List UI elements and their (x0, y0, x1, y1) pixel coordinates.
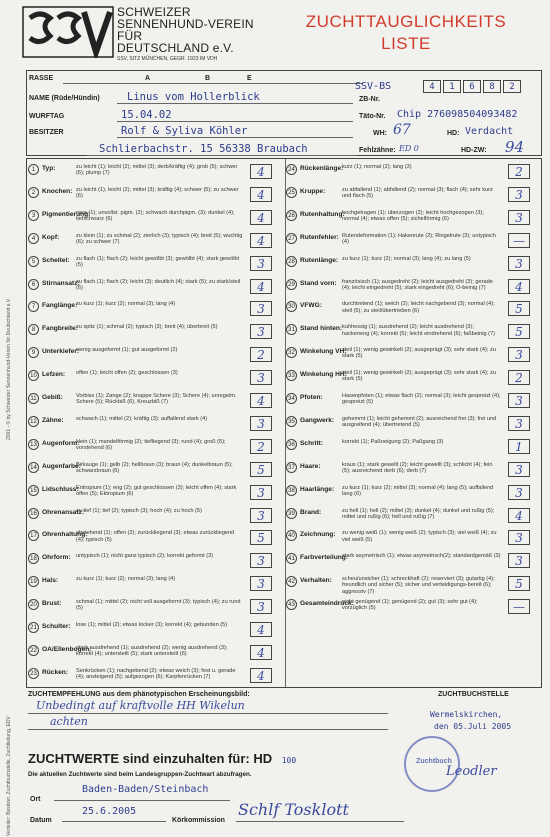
criterion-name: Scheitel: (42, 256, 70, 264)
criterion-name: Brust: (42, 600, 62, 608)
criterion-row (286, 278, 540, 300)
criterion-row (286, 507, 540, 529)
criterion-row (28, 346, 282, 368)
criterion-row (28, 484, 282, 506)
criterion-description: zu spitz (1); schmal (2); typisch (3); breit (4); überbreit (5) (76, 324, 218, 331)
wh-label: WH: (373, 130, 387, 137)
criterion-score[interactable]: 3 (508, 553, 530, 568)
criterion-score[interactable]: 3 (508, 485, 530, 500)
criterion-number: 2 (28, 187, 39, 198)
name-value[interactable]: Linus vom Hollerblick (127, 91, 260, 103)
hd-label: HD: (447, 130, 460, 137)
criterion-row (286, 461, 540, 483)
criterion-description: offen (1); leicht offen (2); geschlossen (3) (76, 370, 178, 377)
criterion-score[interactable]: 2 (250, 347, 272, 362)
taeto-label: Täto-Nr. (359, 113, 386, 120)
criterion-number: 38 (286, 485, 297, 496)
criterion-description: Vorbiss (1); Zange (2); knappe Schere (3); Schere (4); unregelm. Schere (5); Rückbiß (6), Kreuzbiß (7) (76, 393, 237, 406)
criterion-number: 10 (28, 370, 39, 381)
criterion-number: 32 (286, 347, 297, 358)
criterion-score[interactable]: 3 (508, 416, 530, 431)
criterion-description: französisch (1); ausgedreht (2); leicht ausgedreht (3); gerade (4); leicht eingedreht (5); stark eingedreht (6); O-beinig (7) (342, 278, 493, 291)
criterion-row (286, 598, 540, 620)
criterion-name: Gangwerk: (300, 416, 335, 424)
criterion-name: Schritt: (300, 439, 324, 447)
criterion-description: Hasenpfoten (1); etwas flach (2); normal (3); leicht gespreizt (4); gespreizt (5) (342, 393, 501, 406)
criterion-description: zu wenig weiß (1); wenig weiß (2); typisch (3); viel weiß (4); zu viel weiß (5) (342, 530, 497, 543)
criterion-description: steil (1); wenig gewinkelt (2); ausgeprägt (3); sehr stark (4); zu stark (5) (342, 370, 496, 383)
criterion-number: 25 (286, 187, 297, 198)
ssv-code-value[interactable]: SSV-BS (355, 81, 392, 92)
criterion-description: zu klein (1); zu schmal (2); zierlich (3); typisch (4); breit (5); wuchtig (6); zu schwer (7) (76, 232, 243, 245)
criterion-name: Zeichnung: (300, 531, 336, 539)
criterion-number: 24 (286, 164, 297, 175)
org-line-4: DEUTSCHLAND e.V. (117, 41, 234, 55)
datum-label: Datum (30, 817, 52, 824)
criterion-name: Schulter: (42, 623, 71, 630)
criterion-number: 9 (28, 347, 39, 358)
hdzw-value[interactable]: 94 (505, 138, 525, 156)
recommendation-label: ZUCHTEMPFEHLUNG aus dem phänotypischen Erscheinungsbild: (28, 691, 250, 698)
criterion-description: zu leicht (1); leicht (2); mittel (3); derb/kräftig (4); grob (5); schwer (6); plump (7) (76, 164, 238, 177)
org-line-1: SCHWEIZER (117, 5, 191, 19)
criterion-name: Knochen: (42, 187, 73, 195)
criterion-name: Rutenhaltung: (300, 210, 345, 218)
wh-value[interactable]: 67 (393, 122, 411, 138)
criterion-description: korrekt (1); Paßneigung (2); Paßgang (3) (342, 438, 444, 445)
zbnr-digit-4[interactable]: 8 (483, 80, 501, 93)
criterion-row (28, 323, 282, 345)
criterion-score[interactable]: — (508, 599, 530, 614)
criterion-row (28, 415, 282, 437)
org-line-3: FÜR (117, 29, 143, 43)
criterion-name: Kopf: (42, 233, 60, 241)
criterion-number: 4 (28, 233, 39, 244)
criterion-description: zu leicht (1); leicht (2); mittel (3); kräftig (4); schwer (5); zu schwer (6) (76, 186, 239, 200)
criterion-score[interactable]: 5 (508, 576, 530, 591)
criterion-score[interactable]: 3 (250, 416, 272, 431)
criterion-score[interactable]: 4 (250, 668, 272, 683)
zuchtwerte-subtitle: Die aktuellen Zuchtwerte sind beim Landesgruppen-Zuchtwart abzufragen. (28, 771, 252, 778)
criterion-name: Rückenlänge: (300, 165, 344, 172)
criterion-score[interactable]: 5 (508, 301, 530, 316)
criterion-score[interactable]: 4 (508, 279, 530, 294)
criterion-score[interactable]: 4 (250, 393, 272, 408)
criterion-name: Winkelung HH: (300, 371, 347, 379)
criterion-score[interactable]: 4 (250, 622, 272, 637)
criterion-description: Birkauge (1); gelb (2); hellbraun (3); braun (4); dunkelbraun (5); schwarzbraun (6) (76, 461, 233, 474)
criterion-row (286, 529, 540, 551)
criterion-row (286, 415, 540, 437)
organization-name (117, 6, 267, 62)
criterion-description: zu tief (1); tief (2); typisch (3); hoch (4); zu hoch (5) (76, 507, 202, 514)
zbnr-digit-5[interactable]: 2 (503, 80, 521, 93)
criterion-row (286, 575, 540, 597)
criterion-name: Rutenfehler: (300, 233, 339, 241)
criterion-number: 28 (286, 256, 297, 267)
criterion-number: 17 (28, 530, 39, 541)
criterion-number: 31 (286, 324, 297, 335)
datum-value[interactable]: 25.6.2005 (82, 806, 137, 817)
criterion-number: 37 (286, 462, 297, 473)
criterion-row (28, 575, 282, 597)
criterion-description: Rutendeformation (1); Hakenrute (2); Ringelrute (3); untypisch (4) (342, 232, 496, 245)
criterion-row (28, 278, 282, 300)
zbnr-digit-2[interactable]: 1 (443, 80, 461, 93)
criterion-score[interactable]: 2 (508, 370, 530, 385)
criterion-name: Rücken: (42, 668, 69, 676)
criterion-score[interactable]: 4 (250, 233, 272, 248)
rasse-mark-a: A (145, 75, 151, 82)
criterion-description: durchtretend (1); weich (2); leicht nachgebend (3); normal (4); steil (5); zu steil/übertrieben (6) (342, 301, 495, 314)
koermeister-label: Körkommission (172, 817, 225, 824)
criterion-name: Stand hinten: (300, 325, 343, 333)
criterion-name: Verhalten: (300, 577, 332, 585)
criterion-row (286, 552, 540, 574)
zuchtbuchstelle-place: Wermelskirchen, (430, 710, 503, 719)
criterion-name: Haarlänge: (300, 485, 335, 493)
criterion-number: 36 (286, 439, 297, 450)
criterion-number: 5 (28, 256, 39, 267)
criterion-row (28, 644, 282, 666)
criterion-number: 12 (28, 416, 39, 427)
criterion-row (28, 621, 282, 643)
zbnr-digit-1[interactable]: 4 (423, 80, 441, 93)
criterion-row (286, 232, 540, 254)
criterion-row (28, 369, 282, 391)
criterion-name: Typ: (42, 165, 56, 172)
fehlzahne-value[interactable]: ED 0 (399, 144, 419, 153)
criterion-number: 16 (28, 508, 39, 519)
criterion-row (286, 346, 540, 368)
criterion-number: 42 (286, 576, 297, 587)
zuchtwerte-title (28, 751, 296, 766)
criterion-score[interactable]: 3 (508, 347, 530, 362)
criterion-description: Senkrücken (1); nachgebend (2); etwas weich (3); fest u. gerade (4); ansteigend (5); aufgezogen (6); Karpfenrücken (7) (76, 667, 236, 681)
criterion-score[interactable]: 5 (250, 530, 272, 545)
criterion-description: zu kurz (1); kurz (2); normal (3); lang (4); zu lang (5) (342, 255, 471, 262)
criterion-row (286, 369, 540, 391)
criterion-score[interactable]: 2 (250, 439, 272, 454)
criterion-row (28, 507, 282, 529)
criterion-row (28, 438, 282, 460)
zbnr-digit-3[interactable]: 6 (463, 80, 481, 93)
ort-value[interactable]: Baden-Baden/Steinbach (82, 784, 209, 795)
name-label: NAME (Rüde/Hündin) (29, 95, 100, 102)
criterion-score[interactable]: 3 (250, 576, 272, 591)
criterion-description: zu kurz (1); kurz (2); normal (3); lang (4) (76, 301, 176, 308)
criterion-row (28, 667, 282, 689)
criterion-description: zu kurz (1); kurz (2); mittel (3); normal (4); lang (5); auffallend lang (6) (342, 484, 494, 497)
criterion-score[interactable]: 3 (250, 599, 272, 614)
form-title-line-2: LISTE (381, 34, 431, 53)
criterion-row (28, 163, 282, 185)
criterion-description: klein (1); mandelförmig (2); tiefliegend (3); rund (4); groß (5); vorstehend (6) (76, 438, 226, 452)
criterion-name: Fangbreite: (42, 325, 78, 333)
criterion-number: 20 (28, 599, 39, 610)
criterion-name: Winkelung VH: (300, 348, 347, 356)
criterion-score[interactable]: 3 (508, 462, 530, 477)
criterion-number: 6 (28, 279, 39, 290)
address-value[interactable]: Schlierbachstr. 15 56338 Braubach (99, 143, 308, 155)
criterion-name: Augenfarbe: (42, 462, 81, 470)
criterion-description: hochgetragen (1); überzogen (2); leicht hochgezogen (3); normal (4); etwas offen (5); sichelförmig (6) (342, 209, 484, 223)
criterion-number: 27 (286, 233, 297, 244)
criterion-description: zu flach (1); flach (2); leicht (3); deutlich (4); stark (5); zu stark/steil (6) (76, 278, 241, 291)
criterion-row (28, 209, 282, 231)
criterion-score[interactable]: 3 (508, 530, 530, 545)
criterion-number: 21 (28, 622, 39, 633)
criterion-row (28, 392, 282, 414)
criterion-description: stark asymetrisch (1); etwas asymetrisch(2); standardgemäß (3) (342, 553, 501, 560)
criterion-description: abstehend (1); offen (2); zurückliegend (3); etwas zurückliegend (4); typisch (5) (76, 530, 235, 543)
zbnr-label: ZB-Nr. (359, 96, 380, 103)
criterion-name: OA/Ellenbogen: (42, 645, 92, 653)
criterion-description: rosa (1); unvollst. pigm. (2); schwach durchpigm. (3); dunkel (4); tiefschwarz (6) (76, 209, 235, 223)
criterion-score[interactable]: 3 (250, 370, 272, 385)
criterion-score[interactable]: — (508, 233, 530, 248)
criterion-name: Pigmentierung: (42, 210, 91, 218)
taeto-value[interactable]: Chip 276098504093482 (397, 109, 518, 120)
criterion-name: Pfoten: (300, 394, 323, 401)
criterion-number: 41 (286, 553, 297, 564)
criterion-score[interactable]: 4 (250, 187, 272, 202)
criterion-row (28, 529, 282, 551)
zuchtwerte-hd-value[interactable]: 100 (281, 756, 297, 765)
criterion-description: schmal (1); mittel (2); nicht voll ausgeformt (3); typisch (4); zu rund (5) (76, 599, 241, 612)
zuchtbuchstelle-label: ZUCHTBUCHSTELLE (438, 691, 509, 698)
ort-label: Ort (30, 796, 41, 803)
criterion-name: Lidschluss: (42, 485, 79, 493)
criterion-description: scheu/unsicher (1); schreckhaft (2); reserviert (3); gutartig (4); freundlich und sicher (5); sicher und verteidigungs-bereit (6); aggressiv (7) (342, 576, 495, 595)
criterion-row (28, 232, 282, 254)
criterion-number: 33 (286, 370, 297, 381)
criterion-name: Ohrenhaltung: (42, 531, 88, 539)
criterion-name: Kruppe: (300, 187, 326, 195)
criterion-name: VFWG: (300, 302, 322, 310)
dog-info-block (26, 70, 542, 156)
zuchtwerte-title-text: ZUCHTWERTE sind einzuhalten für: HD (28, 751, 273, 766)
besitzer-value[interactable]: Rolf & Syliva Köhler (121, 125, 248, 137)
criterion-score[interactable]: 3 (250, 324, 272, 339)
criterion-name: Rutenlänge: (300, 256, 339, 264)
criterion-score[interactable]: 3 (250, 256, 272, 271)
criterion-number: 39 (286, 508, 297, 519)
criterion-number: 15 (28, 485, 39, 496)
criterion-description: kurz (1); normal (2); lang (3) (342, 164, 412, 170)
criterion-description: schwach (1); mittel (2); kräftig (3); auffallend stark (4) (76, 415, 208, 422)
criterion-number: 43 (286, 599, 297, 610)
criterion-score[interactable]: 5 (508, 324, 530, 339)
recommendation-line-1[interactable]: Unbedingt auf kraftvolle HH Wikelun (36, 699, 245, 712)
criterion-name: Gebiß: (42, 394, 63, 401)
criterion-number: 19 (28, 576, 39, 587)
criterion-name: Haare: (300, 462, 321, 470)
criterion-number: 7 (28, 301, 39, 312)
criterion-score[interactable]: 3 (508, 256, 530, 271)
criterion-score[interactable]: 5 (250, 462, 272, 477)
criterion-description: kraus (1); stark gewellt (2); leicht gewellt (3); schlicht (4); fein (5); ausreichend derb (6); derb (7) (342, 461, 493, 474)
criterion-row (28, 552, 282, 574)
criterion-number: 14 (28, 462, 39, 473)
criterion-name: Augenform: (42, 439, 80, 447)
criterion-number: 11 (28, 393, 39, 404)
criterion-number: 35 (286, 416, 297, 427)
criterion-row (286, 255, 540, 277)
criterion-score[interactable]: 3 (508, 187, 530, 202)
criterion-number: 30 (286, 301, 297, 312)
criterion-row (286, 438, 540, 460)
recommendation-section (26, 691, 416, 741)
criterion-score[interactable]: 3 (508, 393, 530, 408)
criterion-row (286, 163, 540, 185)
criterion-name: Ohrenansatz: (42, 508, 85, 516)
criterion-name: Farbverteilung: (300, 554, 348, 562)
criterion-row (28, 186, 282, 208)
rasse-mark-b: B (205, 75, 211, 82)
criterion-name: Fanglänge: (42, 302, 78, 310)
criterion-number: 34 (286, 393, 297, 404)
criterion-description: zu abfallend (1); abfallend (2); normal (3); flach (4); sehr kurz und flach (5) (342, 186, 493, 200)
criterion-number: 8 (28, 324, 39, 335)
side-copyright: 2001 - © by Schweizer Sennenhund-Verein für Deutschland e.V. (6, 297, 12, 440)
criterion-description: zu flach (1); flach (2); leicht gewölbt (3); gewölbt (4); stark gewölbt (5) (76, 255, 240, 268)
criterion-row (28, 598, 282, 620)
besitzer-label: BESITZER (29, 129, 64, 136)
hd-value[interactable]: Verdacht (465, 126, 514, 137)
criterion-number: 40 (286, 530, 297, 541)
criterion-score[interactable]: 2 (508, 164, 530, 179)
criterion-score[interactable]: 4 (508, 508, 530, 523)
criterion-name: Unterkiefer: (42, 348, 80, 356)
criterion-name: Lefzen: (42, 371, 66, 379)
koermeister-signature: Schlf Tosklott (238, 800, 349, 819)
criterion-description: untypisch (1); nicht ganz typisch (2); korrekt geformt (3) (76, 553, 214, 560)
criterion-number: 23 (28, 668, 39, 679)
criterion-name: Gesamteindruck: (300, 600, 354, 608)
criterion-score[interactable]: 4 (250, 645, 272, 660)
criterion-row (286, 209, 540, 231)
criterion-number: 22 (28, 645, 39, 656)
criterion-number: 18 (28, 553, 39, 564)
rasse-label: RASSE (29, 75, 54, 82)
hdzw-label: HD-ZW: (461, 147, 487, 154)
criterion-score[interactable]: 3 (250, 508, 272, 523)
ssv-logo (22, 6, 114, 58)
criterion-number: 13 (28, 439, 39, 450)
criterion-description: zu hell (1); hell (2); mittel (3); dunkel (4); dunkel und rußig (5); mittel und rußig (6); hell und rußig (7) (342, 507, 495, 520)
criterion-name: Hals: (42, 577, 59, 585)
criterion-score[interactable]: 3 (250, 301, 272, 316)
criterion-description: stark ausdrehend (1); ausdrehend (2); wenig ausdrehend (3); korrekt (4); untersteilt (5); stark untersteilt (6) (76, 644, 228, 658)
criterion-description: Entropium (1); eng (2); gut geschlossen (3); leicht offen (4); stark offen (5); Ektropium (6) (76, 484, 237, 497)
criterion-description: gehemmt (1); leicht gehemmt (2); ausreichend frei (3); frei und ausgreifend (4); übertretend (5) (342, 415, 497, 429)
criterion-description: nicht genügend (1); genügend (2); gut (3); sehr gut (4); vorzüglich (5) (342, 599, 478, 612)
fehlzahne-label: Fehlzähne: (359, 147, 396, 154)
criterion-name: Zähne: (42, 416, 64, 424)
criterion-row (286, 300, 540, 322)
criterion-row (28, 255, 282, 277)
criterion-number: 29 (286, 279, 297, 290)
zuchtbuchstelle-date: den 05.Juli 2005 (434, 722, 512, 731)
criterion-description: steil (1); wenig gewinkelt (2); ausgeprägt (3); sehr stark (4); zu stark (5) (342, 347, 496, 360)
criterion-row (286, 186, 540, 208)
criterion-score[interactable]: 3 (508, 210, 530, 225)
criterion-row (286, 484, 540, 506)
criterion-row (286, 323, 540, 345)
wurftag-label: WURFTAG (29, 113, 65, 120)
recommendation-line-2[interactable]: achten (50, 715, 88, 728)
criterion-score[interactable]: 4 (250, 164, 272, 179)
side-distribution: Verteiler: Besitzer, Zuchtbuchstelle, Zuchtleitung, EDV (6, 716, 12, 836)
org-small: SSV, SITZ MÜNCHEN, GEGR. 1923 IM VDH (117, 56, 218, 62)
stamp-text: Zuchtbuch (416, 758, 452, 765)
criterion-description: kuhhessig (1); ausdrehend (2); leicht ausdrehend (3); hackeneng (4); korrekt (5); leicht eindrehend (6); faßbeinig (7) (342, 324, 495, 337)
criterion-description: zu kurz (1); kurz (2); normal (3); lang (4) (76, 576, 176, 583)
criterion-name: Stirnansatz: (42, 279, 80, 287)
criterion-row (286, 392, 540, 414)
criterion-score[interactable]: 4 (250, 279, 272, 294)
criterion-name: Brand: (300, 508, 322, 516)
org-line-2: SENNENHUND-VEREIN (117, 17, 254, 31)
criterion-row (28, 300, 282, 322)
criterion-description: wenig ausgeformt (1); gut ausgeformt (2) (76, 347, 178, 354)
criterion-row (28, 461, 282, 483)
criterion-number: 3 (28, 210, 39, 221)
criterion-name: Stand vorn: (300, 279, 337, 287)
criterion-score[interactable]: 1 (508, 439, 530, 454)
criterion-score[interactable]: 4 (250, 210, 272, 225)
criterion-name: Ohrform: (42, 554, 71, 562)
rasse-mark-e: E (247, 75, 252, 82)
criterion-number: 26 (286, 210, 297, 221)
criterion-description: lose (1); mittel (2); etwas locker (3); korrekt (4); gebunden (5) (76, 622, 228, 628)
criterion-number: 1 (28, 164, 39, 175)
criterion-score[interactable]: 3 (250, 485, 272, 500)
wurftag-value[interactable]: 15.04.02 (121, 109, 172, 121)
zuchtbuch-signature: Leodler (446, 764, 497, 779)
criterion-score[interactable]: 3 (250, 553, 272, 568)
form-title-line-1: ZUCHTTAUGLICHKEITS (305, 12, 507, 31)
